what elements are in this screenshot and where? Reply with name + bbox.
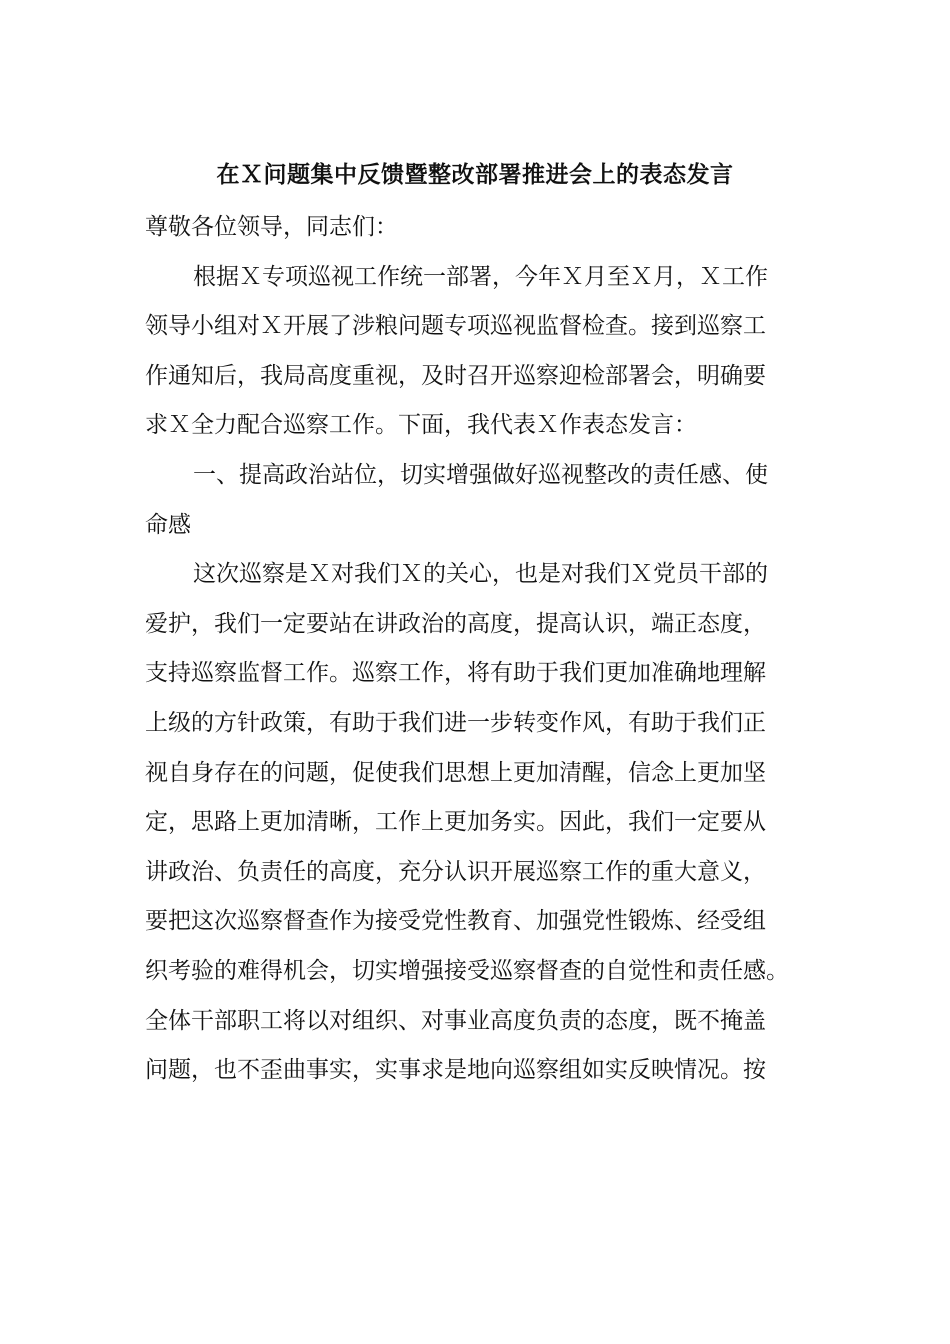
text-line: 作通知后，我局高度重视，及时召开巡察迎检部署会，明确要 [145, 362, 766, 389]
text-line: 求Ｘ全力配合巡察工作。下面，我代表Ｘ作表态发言： [145, 412, 697, 439]
text-line: 这次巡察是Ｘ对我们Ｘ的关心，也是对我们Ｘ党员干部的 [193, 561, 768, 588]
text-line: 全体干部职工将以对组织、对事业高度负责的态度，既不掩盖 [145, 1007, 766, 1034]
section-heading-paragraph [145, 451, 805, 550]
text-line: 织考验的难得机会，切实增强接受巡察督查的自觉性和责任感。 [145, 957, 789, 984]
text-line: 爱护，我们一定要站在讲政治的高度，提高认识，端正态度， [145, 610, 766, 637]
document-title: 在Ｘ问题集中反馈暨整改部署推进会上的表态发言 [216, 162, 734, 188]
document-body [145, 203, 805, 1096]
text-line: 命感 [145, 511, 191, 538]
text-line: 上级的方针政策，有助于我们进一步转变作风，有助于我们正 [145, 709, 766, 736]
text-line: 定，思路上更加清晰，工作上更加务实。因此，我们一定要从 [145, 809, 766, 836]
intro-paragraph [145, 253, 805, 451]
text-line: 视自身存在的问题，促使我们思想上更加清醒，信念上更加坚 [145, 759, 766, 786]
salutation-paragraph [145, 203, 805, 253]
body-paragraph [145, 550, 805, 1096]
text-line: 尊敬各位领导，同志们： [145, 214, 398, 240]
text-line: 问题，也不歪曲事实，实事求是地向巡察组如实反映情况。按 [145, 1057, 766, 1084]
text-line: 讲政治、负责任的高度，充分认识开展巡察工作的重大意义， [145, 858, 766, 885]
text-line: 领导小组对Ｘ开展了涉粮问题专项巡视监督检查。接到巡察工 [145, 313, 766, 340]
text-line: 根据Ｘ专项巡视工作统一部署，今年Ｘ月至Ｘ月，Ｘ工作 [193, 263, 768, 290]
text-line: 要把这次巡察督查作为接受党性教育、加强党性锻炼、经受组 [145, 908, 766, 935]
text-line: 一、提高政治站位，切实增强做好巡视整改的责任感、使 [193, 461, 768, 488]
text-line: 支持巡察监督工作。巡察工作，将有助于我们更加准确地理解 [145, 660, 766, 687]
